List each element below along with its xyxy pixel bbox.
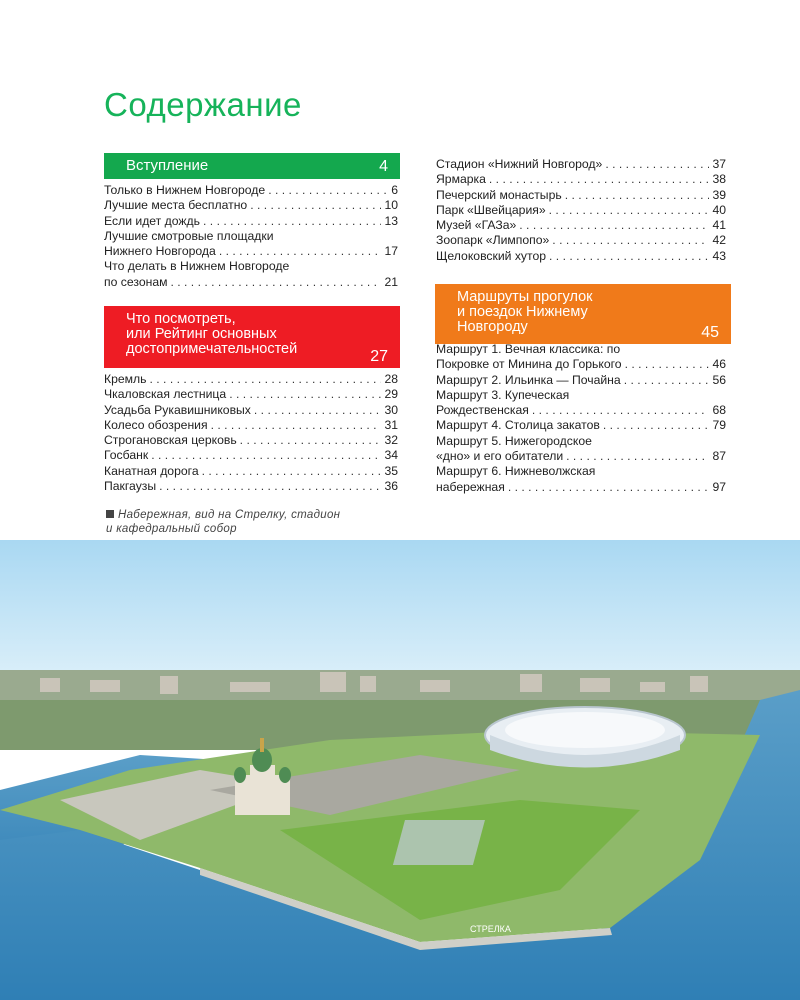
toc-entry-text: Если идет дождь [104, 213, 201, 228]
toc-entry-page: 41 [712, 218, 726, 233]
toc-entry[interactable] [104, 448, 398, 463]
toc-entry-text: Только в Нижнем Новгороде [104, 183, 266, 197]
toc-entry-page: 28 [384, 372, 398, 386]
section-title-line1: Маршруты прогулок [457, 289, 593, 305]
toc-entry-text: Парк «Швейцария» [436, 202, 546, 217]
toc-entry-page: 10 [384, 198, 398, 213]
toc-entry-text: Музей «ГАЗа» [436, 218, 517, 233]
toc-entry-text: Кремль [104, 372, 147, 386]
section-title-line2: или Рейтинг основных [126, 326, 277, 342]
section-title-line2: и поездок Нижнему [457, 304, 588, 320]
toc-entry-text: Покровке от Минина до Горького [436, 357, 622, 372]
toc-entry[interactable] [104, 259, 398, 290]
caption-line1: Набережная, вид на Стрелку, стадион [118, 509, 341, 521]
toc-entry-page: 35 [384, 463, 398, 478]
toc-entry-page: 56 [712, 372, 726, 387]
toc-entry[interactable] [436, 464, 726, 495]
section-header-routes [435, 284, 731, 344]
toc-entry-text: Госбанк [104, 448, 149, 463]
toc-entry-text-line1: Маршрут 1. Вечная классика: по [436, 342, 621, 356]
toc-entry-page: 6 [391, 183, 398, 197]
section-header-intro [104, 153, 400, 179]
toc-entry-page: 36 [384, 479, 398, 494]
toc-entry-page: 43 [712, 248, 726, 263]
toc-entry-text-line1: Что делать в Нижнем Новгороде [104, 259, 290, 274]
toc-entry[interactable] [436, 157, 726, 172]
toc-entry-text: Канатная дорога [104, 463, 199, 478]
section-title-line1: Что посмотреть, [126, 311, 236, 327]
toc-entry-text: Печерский монастырь [436, 187, 562, 202]
toc-entry[interactable] [104, 214, 398, 229]
toc-entry-text: Стадион «Нижний Новгород» [436, 157, 603, 171]
toc-entry-text: Нижнего Новгорода [104, 244, 216, 259]
toc-entry-text: Ярмарка [436, 172, 486, 187]
section-page-number: 27 [370, 348, 388, 365]
toc-entry-page: 87 [712, 449, 726, 464]
toc-entry[interactable] [436, 249, 726, 264]
toc-entry-text: Чкаловская лестница [104, 387, 227, 402]
toc-entry[interactable] [104, 229, 398, 260]
toc-entry-page: 40 [712, 202, 726, 217]
toc-entry-page: 79 [712, 418, 726, 433]
toc-entry-page: 30 [384, 402, 398, 417]
toc-entry-text-line1: Маршрут 3. Купеческая [436, 387, 570, 402]
toc-entry[interactable] [436, 342, 726, 373]
toc-routes-list [436, 342, 726, 495]
toc-entry-text: Щелоковский хутор [436, 248, 547, 263]
toc-entry-text: «дно» и его обитатели [436, 449, 564, 464]
toc-entry[interactable] [104, 433, 398, 448]
toc-entry-text: по сезонам [104, 274, 168, 289]
toc-entry[interactable] [436, 373, 726, 388]
section-page-number: 45 [701, 324, 719, 341]
toc-entry[interactable] [104, 198, 398, 213]
toc-entry-page: 42 [712, 233, 726, 248]
toc-entry-page: 97 [712, 479, 726, 494]
toc-entry-text: набережная [436, 479, 505, 494]
toc-entry-page: 34 [384, 448, 398, 463]
toc-entry-text-line1: Лучшие смотровые площадки [104, 228, 274, 243]
toc-entry[interactable] [436, 172, 726, 187]
toc-entry[interactable] [104, 403, 398, 418]
toc-entry[interactable] [104, 183, 398, 198]
section-title-line3: Новгороду [457, 319, 528, 335]
toc-entry[interactable] [104, 479, 398, 494]
caption-square-icon [106, 510, 114, 518]
toc-entry-page: 13 [384, 213, 398, 228]
toc-entry[interactable] [436, 203, 726, 218]
toc-entry-text: Маршрут 2. Ильинка — Почайна [436, 372, 621, 387]
toc-entry-page: 37 [712, 157, 726, 171]
toc-entry-text: Рождественская [436, 403, 529, 418]
toc-entry-text: Лучшие места бесплатно [104, 198, 248, 213]
toc-entry-text-line1: Маршрут 6. Нижневолжская [436, 464, 596, 479]
stadium-sign: СТРЕЛКА [470, 924, 511, 934]
toc-sights-list-continued [436, 157, 726, 264]
toc-sights-list [104, 372, 398, 494]
aerial-photo [0, 540, 800, 1000]
toc-entry[interactable] [436, 188, 726, 203]
section-header-sights [104, 306, 400, 368]
toc-entry[interactable] [436, 388, 726, 419]
toc-entry-text: Зоопарк «Лимпопо» [436, 233, 550, 248]
toc-entry-text: Пакгаузы [104, 479, 157, 494]
toc-entry-page: 32 [384, 433, 398, 448]
toc-entry[interactable] [104, 464, 398, 479]
caption-line2: и кафедральный собор [106, 523, 237, 535]
toc-entry-text-line1: Маршрут 5. Нижегородское [436, 433, 592, 448]
toc-entry[interactable] [104, 418, 398, 433]
toc-entry-page: 68 [712, 403, 726, 418]
toc-entry-page: 31 [384, 417, 398, 432]
toc-entry-page: 29 [384, 387, 398, 402]
section-page-number: 4 [379, 158, 388, 175]
toc-entry-text: Колесо обозрения [104, 417, 208, 432]
toc-entry-page: 46 [712, 357, 726, 372]
section-title-line3: достопримечательностей [126, 341, 298, 357]
toc-entry[interactable] [104, 372, 398, 387]
section-title: Вступление [126, 157, 209, 174]
toc-entry[interactable] [436, 218, 726, 233]
toc-entry[interactable] [436, 434, 726, 465]
toc-entry-text: Усадьба Рукавишниковых [104, 402, 251, 417]
toc-entry[interactable] [436, 233, 726, 248]
toc-entry-page: 38 [712, 172, 726, 187]
toc-entry[interactable] [436, 418, 726, 433]
toc-entry-page: 21 [384, 274, 398, 289]
page-title: Содержание [104, 86, 302, 123]
sky [0, 540, 800, 690]
photo-caption [106, 508, 340, 536]
toc-entry-text: Строгановская церковь [104, 433, 237, 448]
toc-intro-list [104, 183, 398, 290]
toc-entry-page: 39 [712, 187, 726, 202]
toc-entry[interactable] [104, 387, 398, 402]
toc-entry-page: 17 [384, 244, 398, 259]
toc-entry-text: Маршрут 4. Столица закатов [436, 418, 600, 433]
